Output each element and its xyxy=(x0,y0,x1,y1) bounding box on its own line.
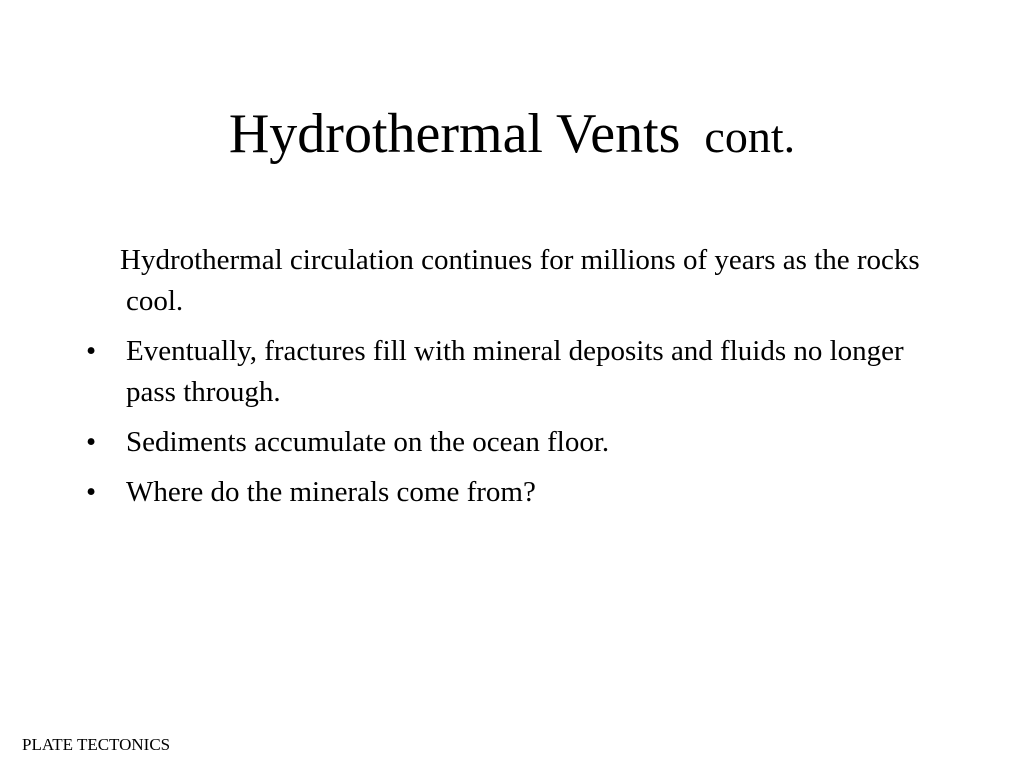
bullet-item xyxy=(80,472,960,513)
bullet-list xyxy=(80,331,960,513)
bullet-dot-icon: • xyxy=(86,476,97,508)
slide-title-suffix: cont. xyxy=(704,111,796,162)
slide-footer: PLATE TECTONICS xyxy=(22,735,171,754)
bullet-item xyxy=(80,331,960,413)
bullet-text: Eventually, fractures fill with mineral deposits and fluids no longer pass through. xyxy=(126,335,904,408)
bullet-dot-icon: • xyxy=(86,426,97,458)
slide-body xyxy=(80,240,960,522)
bullet-text: Sediments accumulate on the ocean floor. xyxy=(126,426,610,458)
intro-paragraph: Hydrothermal circulation continues for millions of years as the rocks cool. xyxy=(120,244,920,317)
slide-title xyxy=(0,98,1024,173)
bullet-dot-icon: • xyxy=(86,335,97,367)
slide-title-text: Hydrothermal Vents xyxy=(228,103,681,165)
bullet-text: Where do the minerals come from? xyxy=(126,476,536,508)
bullet-item xyxy=(80,422,960,463)
